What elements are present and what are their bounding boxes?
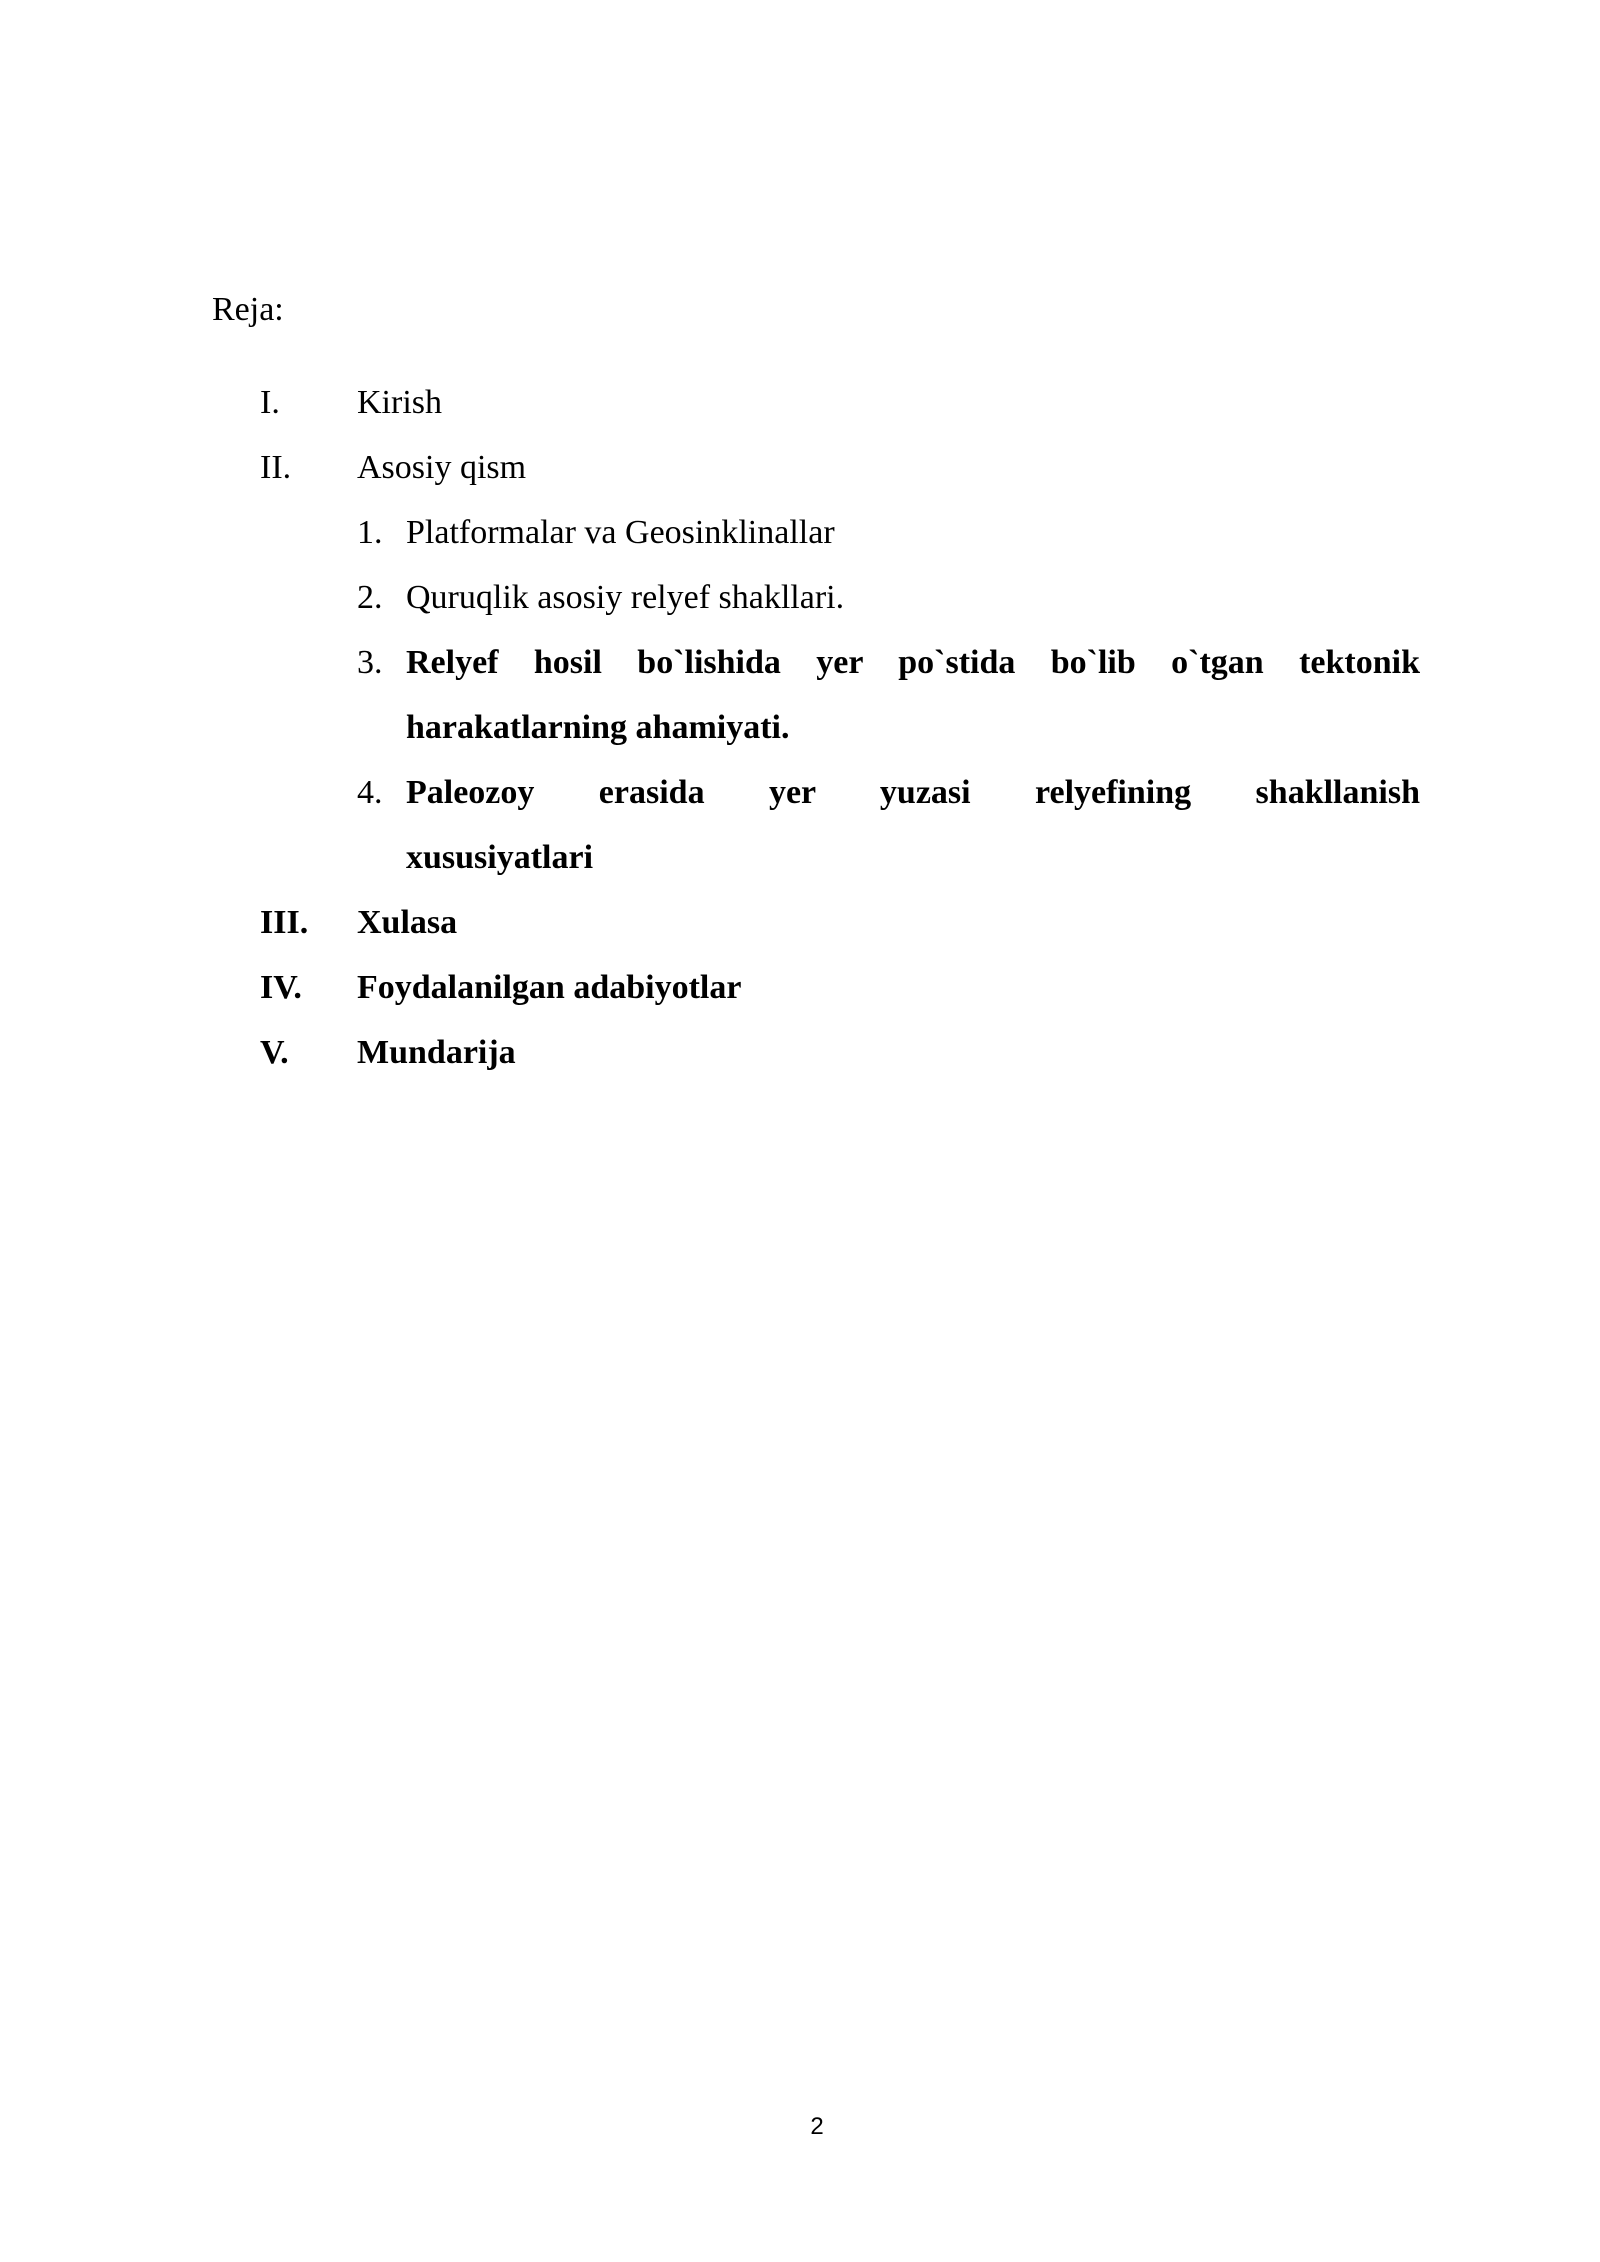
subitem-number: 1. [357, 514, 383, 551]
subitem-text: Platformalar va Geosinklinallar [406, 514, 835, 551]
section-numeral: V. [260, 1034, 289, 1071]
section-title: Foydalanilgan adabiyotlar [357, 969, 742, 1006]
subitem-4-line-1: Paleozoy erasida yer yuzasi relyefining shakllanish [406, 774, 1420, 811]
section-title: Mundarija [357, 1034, 516, 1071]
page-number: 2 [810, 2113, 824, 2140]
subitem-4-line-2: xususiyatlari [406, 839, 594, 876]
section-numeral: III. [260, 904, 309, 941]
section-title: Xulasa [357, 904, 458, 941]
subitem-text: Quruqlik asosiy relyef shakllari. [406, 579, 845, 616]
subitem-number: 4. [357, 774, 383, 811]
subitem-3-line-1: Relyef hosil bo`lishida yer po`stida bo`lib o`tgan tektonik [406, 644, 1420, 681]
subitem-number: 3. [357, 644, 383, 681]
section-numeral: I. [260, 384, 280, 421]
subitem-number: 2. [357, 579, 383, 616]
plan-heading: Reja: [212, 291, 284, 328]
section-numeral: IV. [260, 969, 302, 1006]
section-title: Asosiy qism [357, 449, 527, 486]
section-title: Kirish [357, 384, 442, 421]
subitem-3-line-2: harakatlarning ahamiyati. [406, 709, 790, 746]
section-numeral: II. [260, 449, 292, 486]
